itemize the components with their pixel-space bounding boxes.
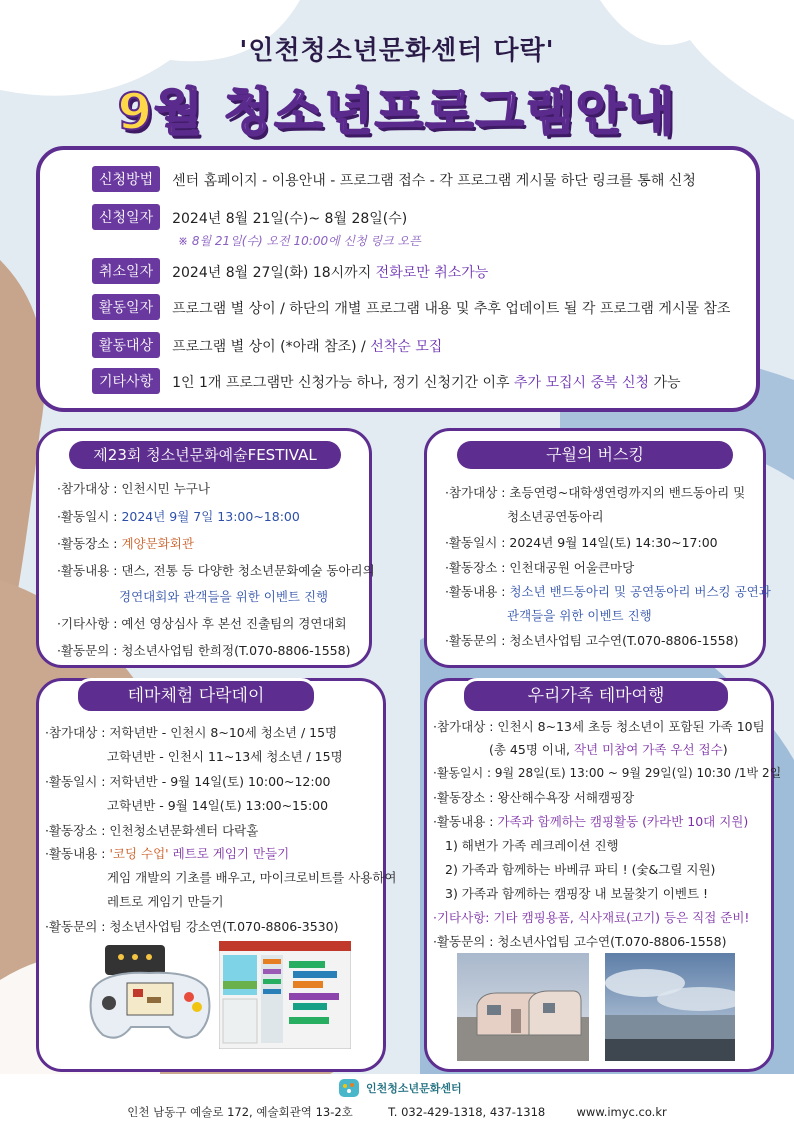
card-line: (총 45명 이내, 작년 미참여 가족 우선 접수) xyxy=(489,742,728,757)
page-title xyxy=(0,72,794,144)
card-line: 레트로 게임기 만들기 xyxy=(107,894,224,909)
info-row-target xyxy=(92,332,442,358)
footer-address: 인천 남동구 예술로 172, 예술회관역 13-2호 xyxy=(127,1105,353,1119)
info-text: 프로그램 별 상이 / 하단의 개별 프로그램 내용 및 추후 업데이트 될 각 프로그램 게시물 참조 xyxy=(172,301,731,317)
card-line: ·활동장소 : 인천대공원 어울큰마당 xyxy=(445,560,635,575)
info-row-apply-date xyxy=(92,204,407,230)
card-line: 3) 가족과 함께하는 캠핑장 내 보물찾기 이벤트 ! xyxy=(445,886,709,901)
card-title: 구월의 버스킹 xyxy=(457,441,733,469)
info-text: 2024년 8월 21일(수)~ 8월 28일(수) xyxy=(172,211,408,227)
card-title: 테마체험 다락데이 xyxy=(75,678,317,714)
card-line: 고학년반 - 9월 14일(토) 13:00~15:00 xyxy=(107,798,329,813)
card-line: ·기타사항: 기타 캠핑용품, 식사재료(고기) 등은 직접 준비! xyxy=(433,910,750,925)
info-row-method xyxy=(92,166,696,192)
card-line: ·참가대상 : 초등연령~대학생연령까지의 밴드동아리 및 xyxy=(445,485,746,500)
card-line: ·활동장소 : 인천청소년문화센터 다락홀 xyxy=(45,823,259,838)
card-line: ·활동문의 : 청소년사업팀 한희정(T.070-8806-1558) xyxy=(57,643,351,658)
game-console-image xyxy=(85,939,215,1049)
info-panel xyxy=(36,146,760,412)
seaside-photo xyxy=(605,953,735,1061)
card-line: ·활동내용 : 댄스, 전통 등 다양한 청소년문화예술 동아리의 xyxy=(57,563,375,578)
program-card-festival xyxy=(36,428,375,668)
card-line: ·활동일시 : 저학년반 - 9월 14일(토) 10:00~12:00 xyxy=(45,774,331,789)
card-line: 게임 개발의 기초를 배우고, 마이크로비트를 사용하여 xyxy=(107,870,397,885)
card-line: 2) 가족과 함께하는 바베큐 파티 ! (숯&그릴 지원) xyxy=(445,862,716,877)
footer-logo xyxy=(338,1078,462,1098)
card-line: ·참가대상 : 인천시민 누구나 xyxy=(57,481,210,496)
card-line: ·활동장소 : 계양문화회관 xyxy=(57,536,194,551)
footer-logo-text: 인천청소년문화센터 xyxy=(366,1082,462,1095)
card-line: 경연대회와 관객들을 위한 이벤트 진행 xyxy=(119,589,329,604)
card-line: ·활동내용 : 가족과 함께하는 캠핑활동 (카라반 10대 지원) xyxy=(433,814,749,829)
card-line: 청소년공연동아리 xyxy=(507,509,604,524)
info-text: 2024년 8월 27일(화) 18시까지 전화로만 취소가능 xyxy=(172,265,489,281)
title-month: 9월 xyxy=(117,83,205,141)
info-text: 1인 1개 프로그램만 신청가능 하나, 정기 신청기간 이후 추가 모집시 중복 신청 가능 xyxy=(172,375,681,391)
card-line: ·활동일시 : 2024년 9월 7일 13:00~18:00 xyxy=(57,509,300,524)
card-line: ·활동문의 : 청소년사업팀 고수연(T.070-8806-1558) xyxy=(433,934,727,949)
info-label: 신청방법 xyxy=(92,166,160,192)
caravan-photo xyxy=(457,953,589,1061)
footer-website-link[interactable]: www.imyc.co.kr xyxy=(576,1105,667,1119)
info-row-etc xyxy=(92,368,681,394)
card-line: 관객들을 위한 이벤트 진행 xyxy=(507,608,652,623)
program-card-family-trip xyxy=(424,678,782,1072)
card-line: ·참가대상 : 인천시 8~13세 초등 청소년이 포함된 가족 10팀 xyxy=(433,719,765,734)
info-label: 활동일자 xyxy=(92,294,160,320)
footer-tel: T. 032-429-1318, 437-1318 xyxy=(388,1105,546,1119)
center-logo-icon xyxy=(338,1078,360,1098)
program-card-darak-day xyxy=(36,678,397,1072)
card-title: 우리가족 테마여행 xyxy=(461,678,731,714)
subtitle: '인천청소년문화센터 다락' xyxy=(239,36,555,66)
card-line: ·활동일시 : 2024년 9월 14일(토) 14:30~17:00 xyxy=(445,535,718,550)
title-text: 청소년프로그램안내 xyxy=(223,83,677,141)
coding-screen-image xyxy=(219,941,351,1049)
card-line: 1) 해변가 가족 레크레이션 진행 xyxy=(445,838,619,853)
footer xyxy=(0,1074,794,1123)
card-line: 고학년반 - 인천시 11~13세 청소년 / 15명 xyxy=(107,749,343,764)
card-title: 제23회 청소년문화예술FESTIVAL xyxy=(69,441,341,469)
program-card-busking xyxy=(424,428,771,668)
card-line: ·활동일시 : 9월 28일(토) 13:00 ~ 9월 29일(일) 10:30 /1박 2일 xyxy=(433,766,782,780)
info-text: 센터 홈페이지 - 이용안내 - 프로그램 접수 - 각 프로그램 게시물 하단 링크를 통해 신청 xyxy=(172,173,696,189)
card-line: ·기타사항 : 예선 영상심사 후 본선 진출팀의 경연대회 xyxy=(57,616,347,631)
info-label: 신청일자 xyxy=(92,204,160,230)
footer-contact xyxy=(0,1104,794,1120)
card-line: ·활동문의 : 청소년사업팀 고수연(T.070-8806-1558) xyxy=(445,633,739,648)
info-row-cancel xyxy=(92,258,488,284)
info-text: 프로그램 별 상이 (*아래 참조) / 선착순 모집 xyxy=(172,339,443,355)
card-line: ·활동내용 : '코딩 수업' 레트로 게임기 만들기 xyxy=(45,846,290,861)
card-line: ·활동내용 : 청소년 밴드동아리 및 공연동아리 버스킹 공연과 xyxy=(445,584,771,599)
info-label: 활동대상 xyxy=(92,332,160,358)
card-line: ·활동장소 : 왕산해수욕장 서해캠핑장 xyxy=(433,790,635,805)
info-label: 기타사항 xyxy=(92,368,160,394)
info-row-activity-date xyxy=(92,294,730,320)
card-line: ·활동문의 : 청소년사업팀 강소연(T.070-8806-3530) xyxy=(45,919,339,934)
info-label: 취소일자 xyxy=(92,258,160,284)
info-note: ※ 8월 21일(수) 오전 10:00에 신청 링크 오픈 xyxy=(178,234,421,248)
card-line: ·참가대상 : 저학년반 - 인천시 8~10세 청소년 / 15명 xyxy=(45,725,338,740)
